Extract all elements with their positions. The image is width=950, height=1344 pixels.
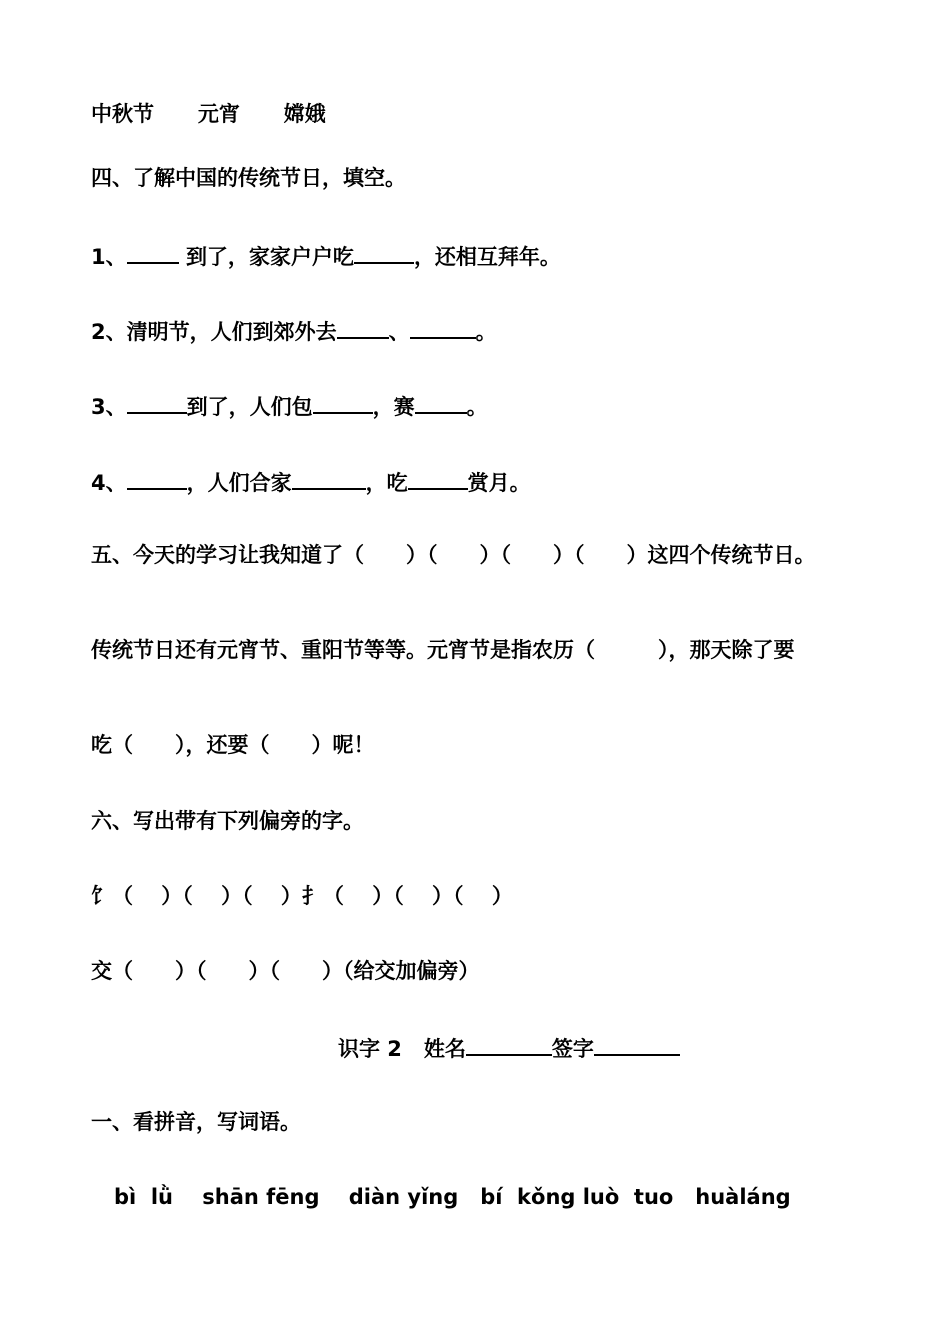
answer-blank[interactable] [313,390,373,414]
question-1-text: 到了，家家户户吃 [185,245,354,269]
question-3-end: 。 [466,395,488,419]
question-3-text-2: ，赛 [372,395,415,419]
question-1-text-end: ，还相互拜年。 [413,245,561,269]
question-3 [91,390,488,421]
question-2-end: 。 [475,320,497,344]
name-label: 姓名 [423,1037,466,1061]
section-6-jiao-line: 交（ ）（ ）（ ）（给交加偏旁） [91,959,480,983]
answer-blank[interactable] [415,390,467,414]
answer-blank[interactable] [292,466,366,490]
question-1-number: 1、 [91,245,127,269]
name-field[interactable] [466,1032,552,1056]
question-4 [91,466,531,497]
section-6-heading: 六、写出带有下列偏旁的字。 [91,809,364,833]
section-5-line-2: 传统节日还有元宵节、重阳节等等。元宵节是指农历（ ），那天除了要 [91,638,795,662]
word-list-line: 中秋节 元宵 嫦娥 [91,102,326,126]
lesson-header [338,1032,680,1063]
question-2-text: 2、清明节，人们到郊外去 [91,320,337,344]
section-1-heading: 一、看拼音，写词语。 [91,1110,301,1134]
answer-blank[interactable] [410,315,476,339]
question-4-text-2: ，吃 [365,471,408,495]
question-1 [91,240,561,271]
question-4-text: ，人们合家 [186,471,292,495]
section-4-heading: 四、了解中国的传统节日，填空。 [91,166,406,190]
answer-blank[interactable] [127,390,187,414]
question-2 [91,315,497,346]
question-3-number: 3、 [91,395,127,419]
answer-blank[interactable] [127,466,187,490]
lesson-title: 识字 2 [338,1037,402,1061]
sign-field[interactable] [594,1032,680,1056]
question-3-text: 到了，人们包 [186,395,313,419]
section-6-radicals-line: 饣（ ）（ ）（ ）扌（ ）（ ）（ ） [91,884,513,908]
question-4-end: 赏月。 [467,471,531,495]
pinyin-line: bì lǜ shān fēng diàn yǐng bí kǒng luò tuo huàláng [114,1185,791,1209]
answer-blank[interactable] [354,240,414,264]
answer-blank[interactable] [337,315,389,339]
section-5-line-1: 五、今天的学习让我知道了（ ）（ ）（ ）（ ）这四个传统节日。 [91,543,816,567]
answer-blank[interactable] [408,466,468,490]
answer-blank[interactable] [127,240,179,264]
question-4-number: 4、 [91,471,127,495]
question-2-sep: 、 [388,320,410,344]
section-5-line-3: 吃（ ），还要（ ）呢！ [91,733,375,757]
sign-label: 签字 [551,1037,594,1061]
